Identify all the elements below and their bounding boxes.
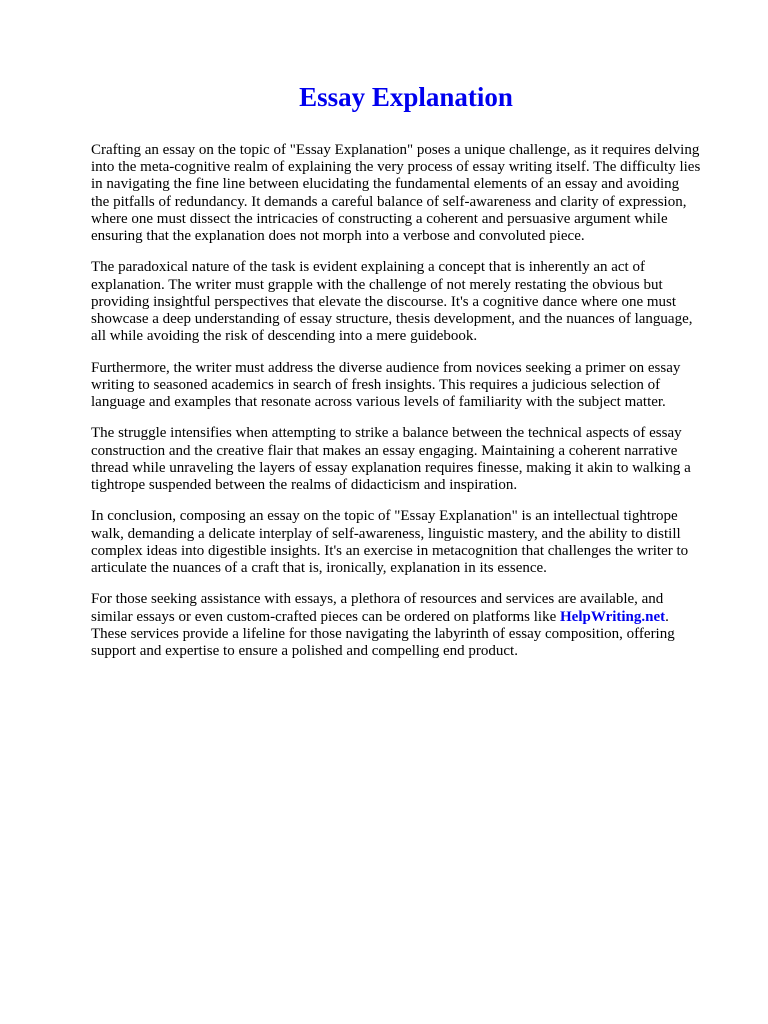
paragraph-4: The struggle intensifies when attempting to strike a balance between the technical aspects of essay construction and the creative flair that makes an essay engaging. Maintaining a coherent narrative thread while unraveling the layers of essay explanation requires finesse, making it akin to walking a tightrope suspended between the realms of didacticism and inspiration.	[91, 425, 691, 494]
paragraph-6	[91, 591, 721, 660]
paragraph-2: The paradoxical nature of the task is evident explaining a concept that is inherently an act of explanation. The writer must grapple with the challenge of not merely restating the obvious but providing insightful perspectives that elevate the discourse. It's a cognitive dance where one must showcase a deep understanding of essay structure, thesis development, and the nuances of language, all while avoiding the risk of descending into a mere guidebook.	[91, 259, 693, 345]
paragraph-5: In conclusion, composing an essay on the topic of "Essay Explanation" is an intellectual tightrope walk, demanding a delicate interplay of self-awareness, linguistic mastery, and the ability to distill complex ideas into digestible insights. It's an exercise in metacognition that challenges the writer to articulate the nuances of a craft that is, ironically, explanation in its essence.	[91, 508, 689, 577]
paragraph-6-after-link: . These services provide a lifeline for those navigating the labyrinth of essay composition, offering support and expertise to ensure a polished and compelling end product.	[91, 608, 675, 660]
paragraph-1: Crafting an essay on the topic of "Essay Explanation" poses a unique challenge, as it requires delving into the meta-cognitive realm of explaining the very process of essay writing itself. The difficulty lies in navigating the fine line between elucidating the fundamental elements of an essay and avoiding the pitfalls of redundancy. It demands a careful balance of self-awareness and clarity of expression, where one must dissect the intricacies of constructing a coherent and persuasive argument while ensuring that the explanation does not morph into a verbose and convoluted piece.	[91, 142, 701, 245]
paragraph-3: Furthermore, the writer must address the diverse audience from novices seeking a primer on essay writing to seasoned academics in search of fresh insights. This requires a judicious selection of language and examples that resonate across various levels of familiarity with the subject matter.	[91, 359, 681, 411]
document-title: Essay Explanation	[299, 82, 513, 112]
helpwriting-link[interactable]: HelpWriting.net	[560, 608, 666, 625]
paragraph-6-before-link: For those seeking assistance with essays, a plethora of resources and services are available, and similar essays or even custom-crafted pieces can be ordered on platforms like	[91, 591, 664, 625]
document-page	[91, 80, 721, 674]
